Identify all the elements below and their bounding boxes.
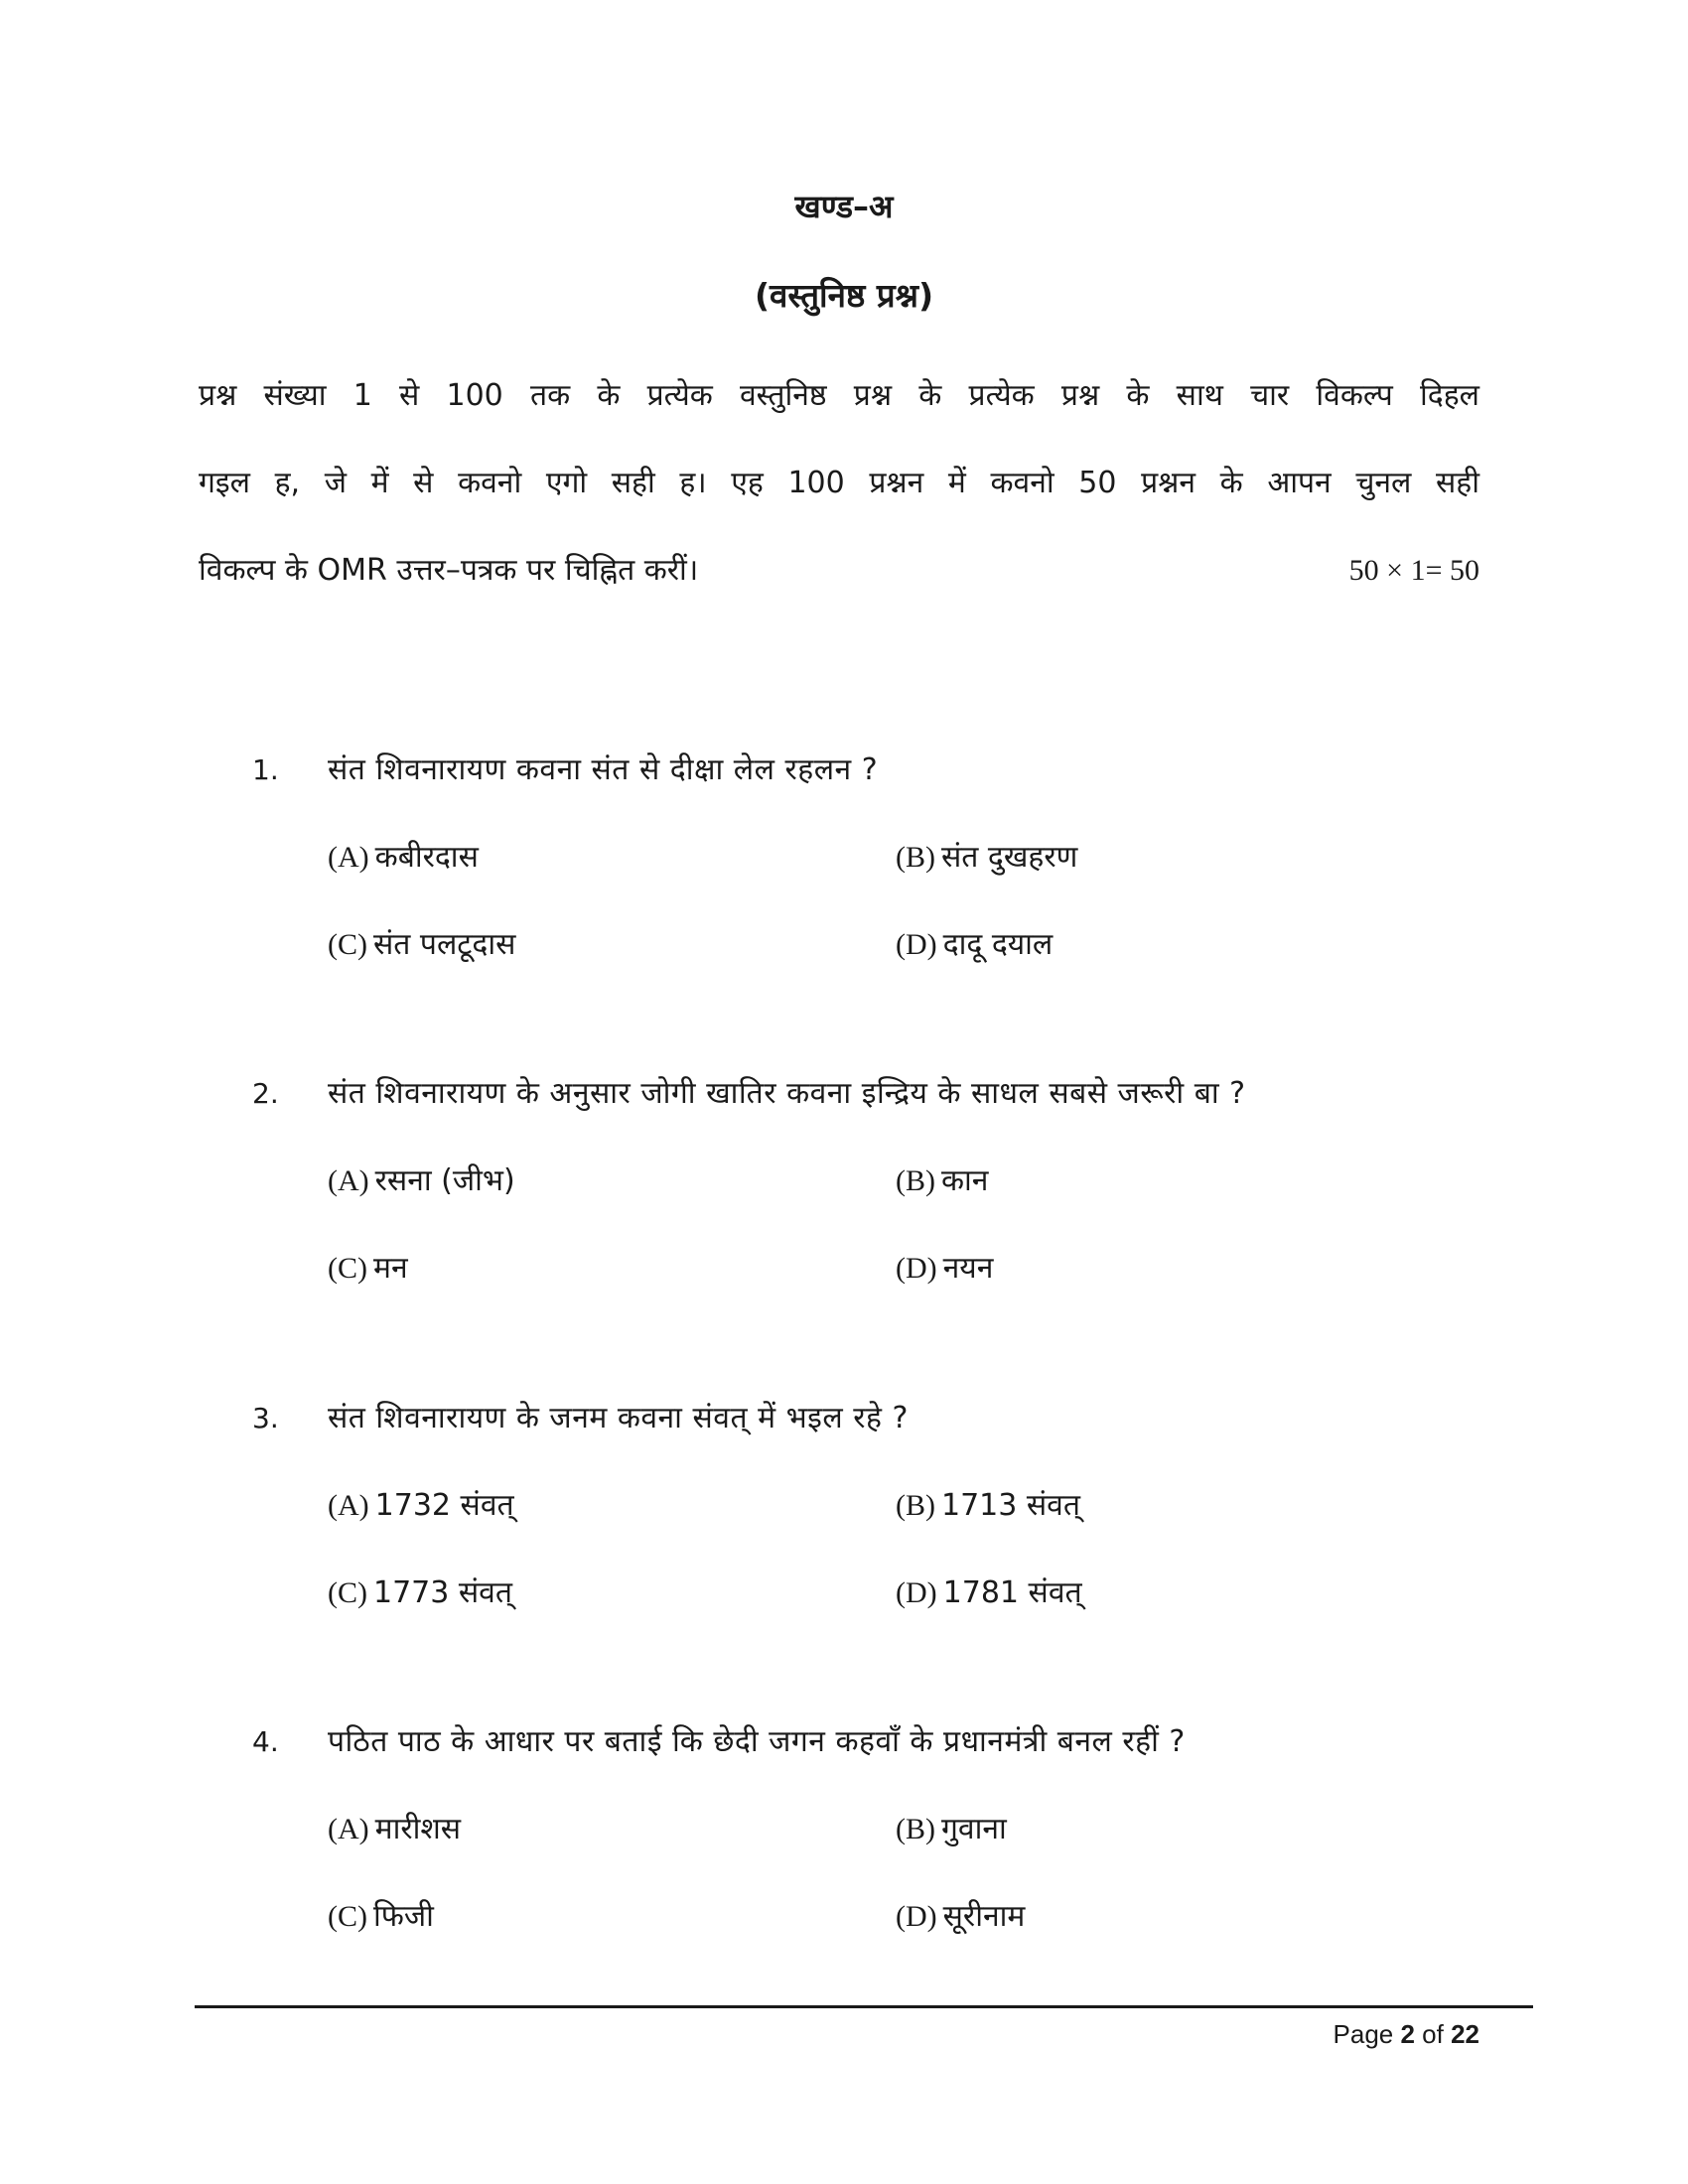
question-number: 3. — [252, 1402, 279, 1434]
option-text: 1781 संवत् — [942, 1575, 1082, 1610]
option-label: (D) — [896, 1900, 937, 1933]
option-label: (C) — [328, 928, 367, 961]
option-text: फिजी — [373, 1899, 434, 1934]
page-of: of — [1414, 2019, 1452, 2049]
option-a — [328, 1156, 515, 1207]
option-d — [896, 919, 1053, 971]
option-text: कान — [941, 1163, 989, 1198]
instructions-line-3: विकल्प के OMR उत्तर–पत्रक पर चिह्नित करीं। — [199, 553, 699, 588]
footer-divider — [195, 2005, 1533, 2008]
option-label: (A) — [328, 1164, 369, 1197]
option-text: गुवाना — [941, 1812, 1007, 1846]
page-current: 2 — [1400, 2019, 1415, 2049]
option-b — [896, 832, 1077, 884]
option-label: (C) — [328, 1900, 367, 1933]
question-number: 4. — [252, 1725, 279, 1758]
option-a — [328, 1804, 461, 1855]
option-label: (A) — [328, 1813, 369, 1845]
option-text: कबीरदास — [374, 840, 479, 875]
instructions — [199, 352, 1479, 614]
option-label: (B) — [896, 1489, 935, 1522]
option-text: रसना (जीभ) — [374, 1163, 515, 1198]
option-label: (D) — [896, 1252, 937, 1285]
question-text: संत शिवनारायण के जनम कवना संवत् में भइल रहे ? — [328, 1401, 909, 1435]
section-subtitle: (वस्तुनिष्ठ प्रश्न) — [754, 276, 934, 315]
question-text: पठित पाठ के आधार पर बताई कि छेदी जगन कहवाँ के प्रधानमंत्री बनल रहीं ? — [328, 1724, 1186, 1759]
question-text: संत शिवनारायण के अनुसार जोगी खातिर कवना इन्द्रिय के साधल सबसे जरूरी बा ? — [328, 1076, 1246, 1111]
marks-scheme: 50 × 1= 50 — [1348, 554, 1479, 587]
option-c — [328, 919, 515, 971]
question-number: 2. — [252, 1077, 279, 1110]
option-text: मन — [373, 1251, 408, 1286]
option-label: (B) — [896, 1813, 935, 1845]
option-label: (A) — [328, 1489, 369, 1522]
option-d — [896, 1243, 993, 1295]
option-c — [328, 1891, 434, 1943]
option-c — [328, 1568, 512, 1619]
option-text: संत दुखहरण — [941, 840, 1078, 875]
option-text: 1732 संवत् — [374, 1488, 514, 1523]
page-prefix: Page — [1333, 2019, 1401, 2049]
question-number: 1. — [252, 753, 279, 786]
option-label: (B) — [896, 841, 935, 874]
option-label: (B) — [896, 1164, 935, 1197]
option-text: संत पलटूदास — [373, 927, 516, 962]
question-2 — [0, 1068, 1688, 1326]
option-text: 1773 संवत् — [373, 1575, 512, 1610]
option-label: (C) — [328, 1252, 367, 1285]
question-text: संत शिवनारायण कवना संत से दीक्षा लेल रहलन ? — [328, 752, 879, 787]
option-label: (A) — [328, 841, 369, 874]
section-title: खण्ड–अ — [794, 188, 894, 225]
instructions-line-1: प्रश्न संख्या 1 से 100 तक के प्रत्येक वस्तुनिष्ठ प्रश्न के प्रत्येक प्रश्न के साथ चार विकल्प दिहल — [199, 378, 1479, 413]
option-b — [896, 1480, 1080, 1532]
option-text: दादू दयाल — [942, 927, 1054, 962]
question-4 — [0, 1716, 1688, 1975]
option-label: (C) — [328, 1576, 367, 1609]
option-b — [896, 1156, 988, 1207]
option-d — [896, 1568, 1082, 1619]
option-c — [328, 1243, 408, 1295]
instructions-line-2: गइल ह, जे में से कवनो एगो सही ह। एह 100 प्रश्नन में कवनो 50 प्रश्नन के आपन चुनल सही — [199, 466, 1479, 500]
option-label: (D) — [896, 928, 937, 961]
instructions-line-3-wrap — [199, 527, 1479, 614]
option-a — [328, 832, 479, 884]
option-a — [328, 1480, 514, 1532]
option-text: मारीशस — [374, 1812, 462, 1846]
option-d — [896, 1891, 1025, 1943]
option-b — [896, 1804, 1007, 1855]
page-number — [1334, 2019, 1479, 2050]
option-text: सूरीनाम — [942, 1899, 1026, 1934]
question-1 — [0, 745, 1688, 1003]
page-total: 22 — [1451, 2019, 1479, 2049]
question-3 — [0, 1393, 1688, 1651]
option-text: 1713 संवत् — [941, 1488, 1080, 1523]
option-text: नयन — [942, 1251, 994, 1286]
option-label: (D) — [896, 1576, 937, 1609]
